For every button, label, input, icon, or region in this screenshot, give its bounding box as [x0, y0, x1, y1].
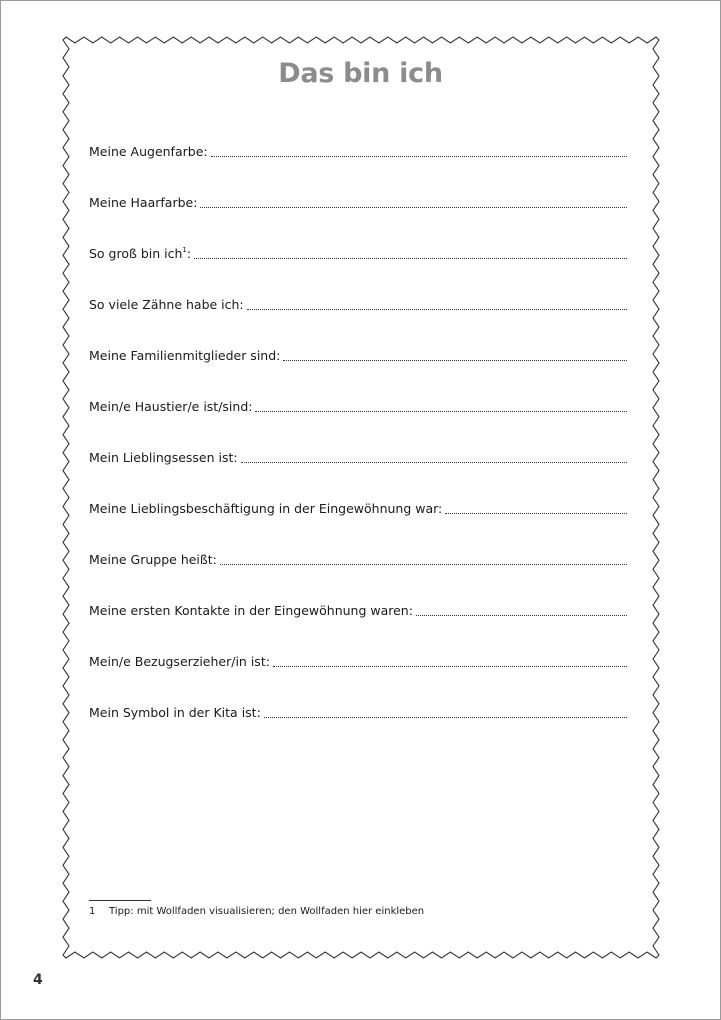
field-label: Mein Lieblingsessen ist: [89, 450, 238, 465]
field-label: Mein/e Haustier/e ist/sind: [89, 399, 253, 414]
field-gruppe[interactable] [89, 548, 627, 568]
dotted-line[interactable] [273, 666, 627, 667]
field-label: So viele Zähne habe ich: [89, 297, 244, 312]
footnote-ref: 1 [182, 246, 187, 254]
field-lieblingsbeschaeftigung[interactable] [89, 497, 627, 517]
dotted-line[interactable] [445, 513, 627, 514]
field-groesse[interactable] [89, 242, 627, 262]
field-label: Meine Augenfarbe: [89, 144, 208, 159]
field-symbol[interactable] [89, 701, 627, 721]
field-bezugserzieher[interactable] [89, 650, 627, 670]
dotted-line[interactable] [211, 156, 627, 157]
field-label: Meine Lieblingsbeschäftigung in der Eingewöhnung war: [89, 501, 443, 516]
dotted-line[interactable] [247, 309, 627, 310]
field-augenfarbe[interactable] [89, 140, 627, 160]
field-label: Meine Gruppe heißt: [89, 552, 217, 567]
page-title: Das bin ich [278, 58, 443, 89]
field-haarfarbe[interactable] [89, 191, 627, 211]
field-label: Meine Familienmitglieder sind: [89, 348, 281, 363]
dotted-line[interactable] [241, 462, 627, 463]
field-label: So groß bin ich$^1$: [89, 246, 192, 261]
footnote-divider [89, 900, 151, 901]
footnote [89, 906, 424, 917]
field-label: Mein Symbol in der Kita ist: [89, 705, 261, 720]
field-label: Meine ersten Kontakte in der Eingewöhnung waren: [89, 603, 413, 618]
dotted-line[interactable] [200, 207, 627, 208]
field-lieblingsessen[interactable] [89, 446, 627, 466]
dotted-line[interactable] [283, 360, 627, 361]
field-label: Meine Haarfarbe: [89, 195, 198, 210]
dotted-line[interactable] [264, 717, 627, 718]
field-kontakte[interactable] [89, 599, 627, 619]
footnote-text: Tipp: mit Wollfaden visualisieren; den Wollfaden hier einkleben [109, 906, 425, 917]
dotted-line[interactable] [220, 564, 627, 565]
footnote-number: 1 [89, 906, 96, 917]
field-familienmitglieder[interactable] [89, 344, 627, 364]
dotted-line[interactable] [255, 411, 627, 412]
field-haustier[interactable] [89, 395, 627, 415]
dotted-line[interactable] [194, 258, 627, 259]
field-zaehne[interactable] [89, 293, 627, 313]
field-label: Mein/e Bezugserzieher/in ist: [89, 654, 270, 669]
page-number: 4 [33, 972, 43, 988]
dotted-line[interactable] [416, 615, 627, 616]
